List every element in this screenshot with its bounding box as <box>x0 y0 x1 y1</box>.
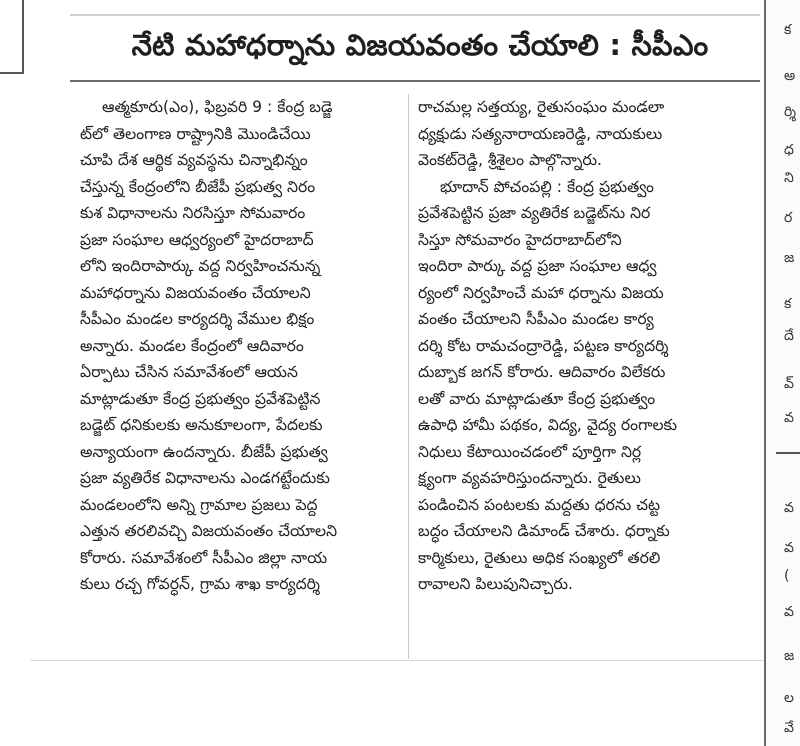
strip-text-fragment: ధ <box>784 142 794 158</box>
article-headline: నేటి మహాధర్నాను విజయవంతం చేయాలి : సీపీఎం <box>131 28 709 62</box>
article-text-line: క్ష్యంగా వ్యవహరిస్తుందన్నారు. రైతులు <box>418 469 641 487</box>
article-text-line: అన్నారు. మండల కేంద్రంలో ఆదివారం <box>80 336 304 355</box>
clipping-edge-vertical <box>22 0 24 74</box>
strip-text-fragment: జ <box>784 250 795 266</box>
article-text-line: కార్మికులు, రైతులు అధిక సంఖ్యలో తరలి <box>418 548 661 567</box>
strip-separator <box>776 452 800 454</box>
article-text-line: ర్యంలో నిర్వహించే మహా ధర్నాను విజయ <box>418 283 664 302</box>
strip-text-fragment: ల <box>784 690 794 706</box>
strip-text-fragment: వ <box>784 540 794 556</box>
strip-text-fragment: వ <box>784 410 794 426</box>
strip-text-fragment: వ్ <box>784 376 794 392</box>
article-text-line: ఉపాధి హామీ పథకం, విద్య, వైద్య రంగాలకు <box>418 416 678 434</box>
article-text-line: వెంకట్‌రెడ్డి, శ్రీశైలం పాల్గొన్నారు. <box>418 151 602 169</box>
article-text-line: వంతం చేయాలని సీపీఎం మండల కార్య <box>418 310 654 328</box>
article-text-line: బడ్జెట్ ధనికులకు అనుకూలంగా, పేదలకు <box>80 416 323 434</box>
article-text-line: రావాలని పిలుపునిచ్చారు. <box>418 575 573 593</box>
strip-text-fragment: జ <box>784 648 795 664</box>
strip-text-fragment: అ <box>784 68 796 84</box>
strip-text-fragment: ర <box>784 210 793 226</box>
article-text-line: లతో వారు మాట్లాడుతూ కేంద్ర ప్రభుత్వం <box>418 389 656 408</box>
article-text-line: పండించిన పంటలకు మద్దతు ధరను చట్ట <box>418 495 661 514</box>
strip-text-fragment: క <box>784 22 792 38</box>
strip-text-fragment: దే <box>784 328 794 344</box>
article-text-line: నిధులు కేటాయించడంలో పూర్తిగా నిర్ల <box>418 442 642 461</box>
strip-text-fragment: వ <box>784 604 794 620</box>
article-text-line: ఆత్మకూరు(ఎం), ఫిబ్రవరి 9 : కేంద్ర బడ్జె <box>102 98 333 116</box>
article-text-line: సీపీఎం మండల కార్యదర్శి వేముల భిక్షం <box>80 310 315 328</box>
article-text-line: ఇందిరా పార్కు వద్ద ప్రజా సంఘాల ఆధ్వ <box>418 257 657 275</box>
article-text-line: దుబ్బాక జగన్ కోరారు. ఆదివారం విలేకరు <box>418 363 666 381</box>
column-divider <box>408 94 409 659</box>
news-article <box>70 14 760 666</box>
article-text-line: కుశ విధానాలను నిరసిస్తూ సోమవారం <box>80 204 306 222</box>
article-text-line: కోరారు. సమావేశంలో సీపీఎం జిల్లా నాయ <box>80 548 328 567</box>
article-text-line: ఏర్పాటు చేసిన సమావేశంలో ఆయన <box>80 363 298 381</box>
article-text-line: ట్‌లో తెలంగాణ రాష్ట్రానికి మొండిచేయి <box>80 124 311 143</box>
article-text-line: ఎత్తున తరలివచ్చి విజయవంతం చేయాలని <box>80 522 338 540</box>
article-text-line: లోని ఇందిరాపార్కు వద్ద నిర్వహించనున్న <box>80 257 321 275</box>
article-column-left <box>80 94 405 598</box>
article-text-line: చూపి దేశ ఆర్థిక వ్యవస్థను చిన్నాభిన్నం <box>80 151 308 169</box>
article-text-line: ప్రజా వ్యతిరేక విధానాలను ఎండగట్టేందుకు <box>80 469 330 487</box>
article-text-line: అన్యాయంగా ఉందన్నారు. బీజేపీ ప్రభుత్వ <box>80 442 328 461</box>
article-text-line: రాచమల్ల సత్తయ్య, రైతుసంఘం మండలా <box>418 98 665 116</box>
article-text-line: ధ్యక్షుడు సత్యనారాయణరెడ్డి, నాయకులు <box>418 124 663 143</box>
article-text-line: ప్రవేశపెట్టిన ప్రజా వ్యతిరేక బడ్జెట్‌ను నిర <box>418 204 651 222</box>
strip-text-fragment: ర్శి <box>784 104 797 120</box>
strip-text-fragment: వే <box>784 720 794 736</box>
clipping-bottom-line <box>30 660 770 661</box>
article-text-line: దర్శి కోట రామచంద్రారెడ్డి, పట్టణ కార్యదర్శి <box>418 336 669 355</box>
article-column-right <box>418 94 743 598</box>
strip-text-fragment: క <box>784 296 792 312</box>
article-text-line: మండలంలోని అన్ని గ్రామాల ప్రజలు పెద్ద <box>80 495 318 514</box>
article-text-line: చేస్తున్న కేంద్రంలోని బీజేపీ ప్రభుత్వ నిరం <box>80 177 316 196</box>
article-text-line: మాట్లాడుతూ కేంద్ర ప్రభుత్వం ప్రవేశపెట్టిన <box>80 389 321 408</box>
article-text-line: బద్ధం చేయాలని డిమాండ్ చేశారు. ధర్నాకు <box>418 522 670 540</box>
article-text-line: ప్రజా సంఘాల ఆధ్వర్యంలో హైదరాబాద్ <box>80 230 314 249</box>
article-text-line: భూదాన్ పోచంపల్లి : కేంద్ర ప్రభుత్వం <box>440 177 654 196</box>
strip-text-fragment: ( <box>784 568 790 584</box>
clipping-edge-line <box>0 72 22 74</box>
headline-rule <box>70 80 760 82</box>
article-text-line: కులు రచ్చ గోవర్ధన్, గ్రామ శాఖ కార్యదర్శి <box>80 575 321 593</box>
adjacent-article-strip <box>764 0 800 746</box>
strip-text-fragment: ని <box>784 170 794 186</box>
strip-text-fragment: వ <box>784 500 794 516</box>
article-text-line: సిస్తూ సోమవారం హైదరాబాద్‌లోని <box>418 230 622 249</box>
article-text-line: మహాధర్నాను విజయవంతం చేయాలని <box>80 283 311 302</box>
